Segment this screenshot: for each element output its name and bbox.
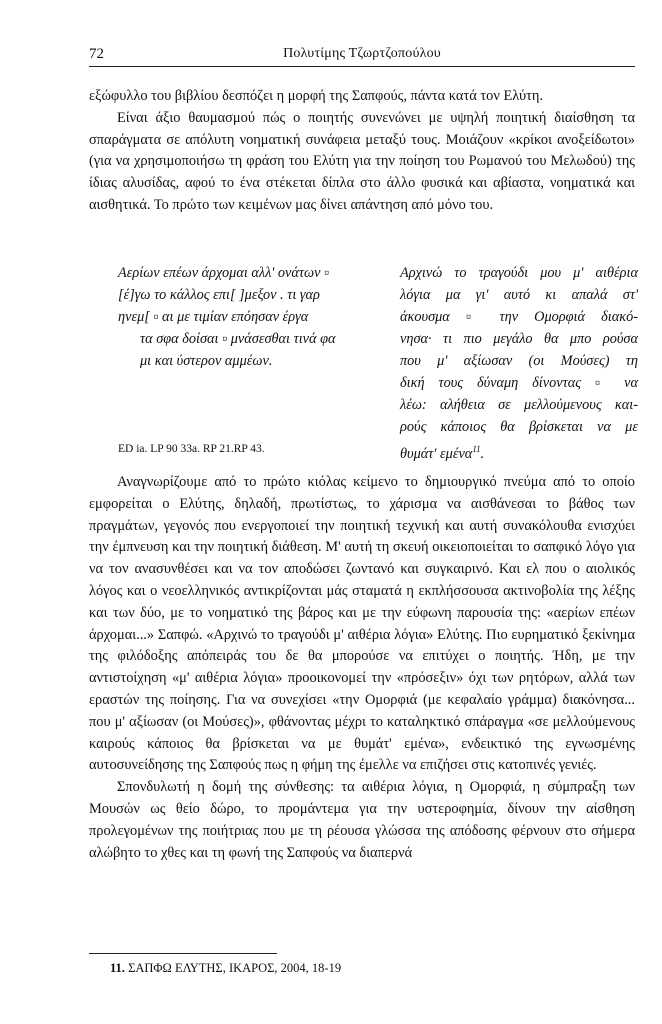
elytis-line: Αρχινώ το τραγούδι μου μ' αιθέρια [400, 265, 638, 281]
elytis-line: λόγια μα γι' αυτό κι απαλά στ' [400, 287, 638, 303]
elytis-line: που μ' αξίωσαν (οι Μούσες) τη [400, 353, 638, 369]
sappho-line: ηνεμ[ ▫ αι με τιμίαν επόησαν έργα [118, 309, 309, 325]
footnote-divider [89, 953, 277, 954]
fragment-source: ED ia. LP 90 33a. RP 21.RP 43. [118, 443, 265, 455]
elytis-line: λέω: αλήθεια σε μελλούμενους και- [400, 397, 638, 413]
footnote-number: 11. [110, 961, 125, 975]
elytis-translation [400, 262, 638, 465]
running-head: Πολυτίμης Τζωρτζοπούλου [283, 46, 441, 61]
intro-text [89, 86, 635, 217]
intro-paragraph: Είναι άξιο θαυμασμού πώς ο ποιητής συνενώνει με υψηλή ποιητική διαίσθηση τα σπαράγματα σε απόλυτη νοηματική συνάφεια μεταξύ τους. Μοιάζουν «κρίκοι ανοξείδωτοι» (για να χρησιμοποιήσω τη φράση του Ελύτη για την ποίηση του Ρωμανού του Μελωδού) της ίδιας αλυσίδας, αφού το ένα στέκεται δίπλα στο άλλο φυσικά και αβίαστα, νοηματικά και αισθητικά. Το πρώτο των κειμένων μας δίνει απάντηση από μόνο του. [89, 109, 635, 213]
body-paragraph: Σπονδυλωτή η δομή της σύνθεσης: τα αιθέρια λόγια, η Ομορφιά, η σύμπραξη των Μουσών ως θείο δώρο, το προμάντεμα για την υστεροφημία, δίνουν την αίσθηση προλεγομένων της ποιήτριας που με τη ρέουσα γλώσσα της απόδοσης φέρνουν στο σήμερα αλώβητο το χθες και τη φωνή της Σαπφούς να διαπερνά [89, 779, 635, 861]
footnote-text: ΣΑΠΦΩ ΕΛΥΤΗΣ, ΙΚΑΡΟΣ, 2004, 18-19 [128, 961, 342, 975]
poem-comparison [118, 262, 638, 462]
sappho-line: [έ]γω το κάλλος επι[ ]μεξον . τι γαρ [118, 287, 320, 303]
footnote-reference[interactable]: 11 [472, 444, 481, 454]
sappho-line: τα σφα δοίσαι ▫ μνάσεσθαι τινά φα [140, 331, 336, 347]
body-paragraph: Αναγνωρίζουμε από το πρώτο κιόλας κείμενο το δημιουργικό πνεύμα από το οποίο εμφορείται ο Ελύτης, δηλαδή, πρωτίστως, το χάρισμα να αισθάνεσαι το βάθος των πραγμάτων, γεγονός που ενεργοποιεί την ποιητική τεχνική και αυτή συνακόλουθα ενισχύει την έμπνευση και την ποιητική διάθεση. Μ' αυτή τη σκευή οικειοποιείται το σαπφικό λόγο για να τον ανασυνθέσει και να τον αποδώσει ζωντανό και συγκαιρινό. Και ελ που ο αιολικός λόγος και ο νεοελληνικός αντικρίζονται μάς σταματά η εκπλήσσουσα ακτινοβολία της λέξης και των δύο, με το νοηματικό της βάρος και με την εύφωνη παρουσία της: «αερίων επέων άρχομαι...» Σαπφώ. «Αρχινώ το τραγούδι μ' αιθέρια λόγια» Ελύτης. Πιο ευρηματικό ξεκίνημα της φιλόδοξης απόπειράς του δε θα μπορούσε να επιτύχει ο ποιητής. Ήδη, με την αντιστοίχηση «μ' αιθέρια λόγια» προοικονομεί την «πρόσεξιν» όχι των ρητόρων, αλλά των εραστών της ποίησης. Για να συνεχίσει «την Ομορφιά (με κεφαλαίο γράμμα) διακόνησα... που μ' αξίωσαν (οι Μούσες)», φθάνοντας μέχρι το καταληκτικό σπάραγμα «σε μελλούμενους καιρούς κάποιος θα βρίσκεται να με θυμάτ' εμένα», ενδεικτικό της εγνωσμένης αυτοσυνείδησης της Σαπφούς πως η φήμη της έμελλε να επιζήσει στις κατοπινές γενιές. [89, 474, 635, 774]
body-text [89, 472, 635, 864]
elytis-line: δική τους δύναμη δίνοντας ▫ να [400, 375, 638, 391]
sappho-line: Αερίων επέων άρχομαι αλλ' ονάτων ▫ [118, 265, 330, 281]
elytis-last-line: θυμάτ' εμένα$^{11}$. [400, 444, 485, 462]
elytis-line: νησα· τι πιο μεγάλο θα μπο ρούσα [400, 331, 638, 347]
intro-first-line: εξώφυλλο του βιβλίου δεσπόζει η μορφή της Σαπφούς, πάντα κατά τον Ελύτη. [89, 88, 543, 104]
footnote [110, 961, 341, 976]
page-header [89, 44, 635, 67]
page-number: 72 [89, 46, 104, 62]
elytis-line: άκουσμα ▫ την Ομορφιά διακό- [400, 309, 638, 325]
elytis-line: ρούς κάποιος θα βρίσκεται να με [400, 419, 638, 435]
elytis-last-text: θυμάτ' εμένα [400, 445, 473, 462]
sappho-line: μι και ύστερον αμμέων. [140, 353, 273, 369]
sappho-fragment [118, 262, 380, 372]
